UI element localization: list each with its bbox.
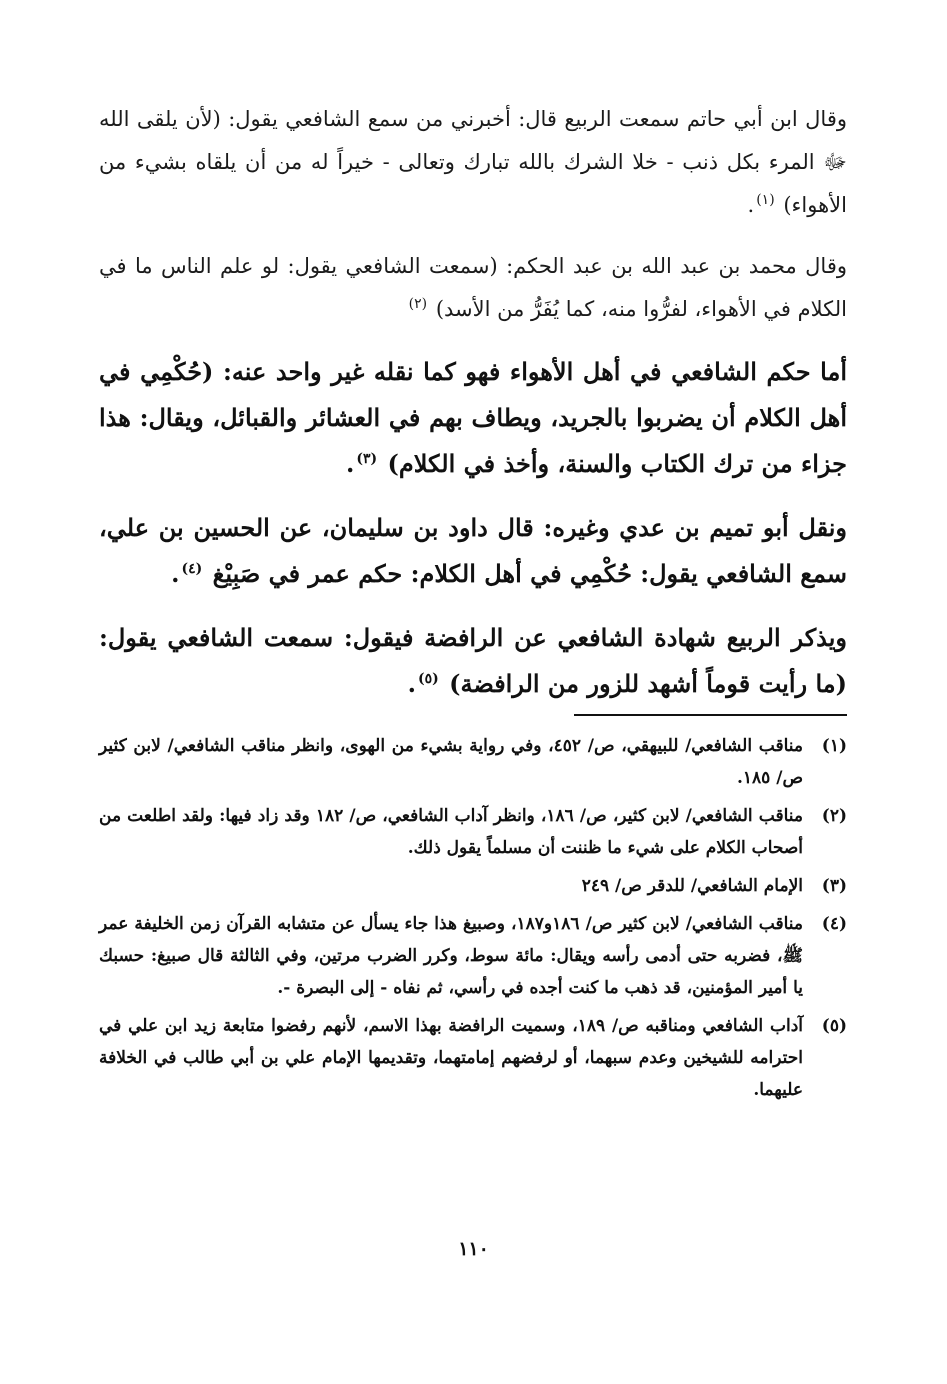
footnote-2: [99, 800, 847, 864]
paragraph-4-end: .: [171, 559, 180, 588]
page-number: ١١٠: [458, 1238, 489, 1260]
footnote-5: [99, 1010, 847, 1106]
footnotes: [99, 730, 847, 1112]
footnote-number: (٣): [821, 876, 847, 896]
footnote-text: مناقب الشافعي/ للبيهقي، ص/ ٤٥٢، وفي رواية بشيء من الهوى، وانظر مناقب الشافعي/ لابن كثير ص/ ١٨٥.: [99, 736, 803, 788]
footnote-ref-3: (٣): [356, 451, 378, 467]
paragraph-1-text: وقال ابن أبي حاتم سمعت الربيع قال: أخبرني من سمع الشافعي يقول: (لأن يلقى الله ﷻ المرء بكل ذنب - خلا الشرك بالله تبارك وتعالى - خيراً له من أن يلقاه بشيء من الأهواء): [99, 107, 847, 217]
paragraph-4: [99, 505, 847, 597]
footnote-number: (٤): [821, 914, 847, 934]
footnote-text: آداب الشافعي ومناقبه ص/ ١٨٩، وسميت الرافضة بهذا الاسم، لأنهم رفضوا متابعة زيد ابن علي في احترامه للشيخين وعدم سبهما، أو لرفضهم إمامتهما، وتقديمها الإمام علي بن أبي طالب في الخلافة عليهما.: [99, 1016, 803, 1100]
footnote-text: مناقب الشافعي/ لابن كثير ص/ ١٨٦و١٨٧، وصبيغ هذا جاء يسأل عن متشابه القرآن زمن الخليفة عمر ﷺ، فضربه حتى أدمى رأسه ويقال: مائة سوط، وكرر الضرب مرتين، وفي الثالثة قال صبيغ: حسبك يا أمير المؤمنين، قد ذهب ما كنت أجده في رأسي، ثم نفاه - إلى البصرة -.: [99, 914, 803, 998]
footnote-ref-4: (٤): [181, 561, 203, 577]
main-text: [99, 98, 847, 725]
paragraph-5-text: ويذكر الربيع شهادة الشافعي عن الرافضة فيقول: سمعت الشافعي يقول: (ما رأيت قوماً أشهد للزور من الرافضة): [99, 623, 847, 698]
footnote-text: مناقب الشافعي/ لابن كثير، ص/ ١٨٦، وانظر آداب الشافعي، ص/ ١٨٢ وقد زاد فيها: ولقد اطلعت من أصحاب الكلام على شيء ما ظننت أن مسلماً يقول ذلك.: [99, 806, 803, 858]
paragraph-3-end: .: [345, 449, 355, 478]
footnote-number: (٢): [821, 806, 847, 826]
paragraph-1: [99, 98, 847, 227]
paragraph-3-text: أما حكم الشافعي في أهل الأهواء فهو كما نقله غير واحد عنه: (حُكْمِي في أهل الكلام أن يضربوا بالجريد، ويطاف بهم في العشائر والقبائل، ويقال: هذا جزاء من ترك الكتاب والسنة، وأخذ في الكلام): [99, 357, 847, 478]
footnote-ref-1: (١): [756, 192, 775, 208]
paragraph-3: [99, 349, 847, 487]
footnote-1: [99, 730, 847, 794]
paragraph-2: [99, 245, 847, 331]
footnote-number: (٥): [821, 1016, 847, 1036]
footnote-ref-5: (٥): [418, 671, 439, 687]
paragraph-1-end: .: [747, 193, 755, 217]
footnote-text: الإمام الشافعي/ للدقر ص/ ٢٤٩: [581, 876, 803, 896]
footnote-4: [99, 908, 847, 1004]
paragraph-4-text: ونقل أبو تميم بن عدي وغيره: قال داود بن سليمان، عن الحسين بن علي، سمع الشافعي يقول: حُكْمِي في أهل الكلام: حكم عمر في صَبِيْغ: [99, 513, 847, 588]
paragraph-2-text: وقال محمد بن عبد الله بن عبد الحكم: (سمعت الشافعي يقول: لو علم الناس ما في الكلام في الأهواء، لفرُّوا منه، كما يُفَرُّ من الأسد): [99, 254, 847, 321]
paragraph-5-end: .: [407, 669, 417, 698]
footnote-number: (١): [821, 736, 847, 756]
footnote-3: [99, 870, 847, 902]
footnote-ref-2: (٢): [408, 296, 428, 312]
footnote-separator: [574, 714, 847, 716]
paragraph-5: [99, 615, 847, 707]
